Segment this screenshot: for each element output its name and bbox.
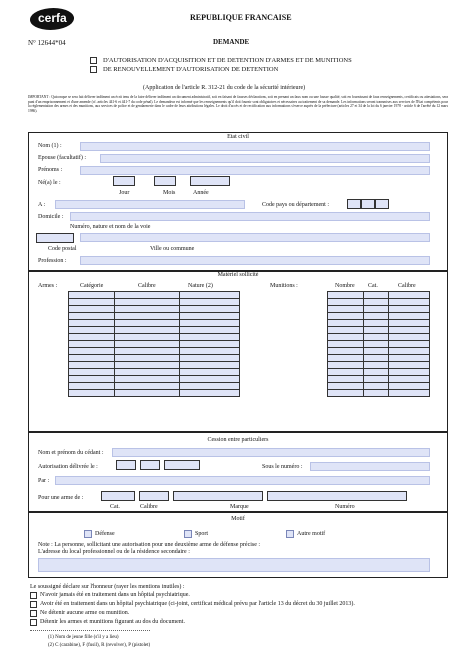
armes-label: Armes : [38, 283, 58, 289]
arme-marque-field[interactable] [173, 491, 263, 501]
autorisation-label: Autorisation délivrée le : [38, 464, 98, 470]
code-pays-field[interactable] [347, 199, 361, 209]
motif-title: Motif [231, 516, 245, 522]
domicile-label: Domicile : [38, 214, 64, 220]
demande-title: DEMANDE [213, 38, 250, 46]
declaration-3-label: Ne détenir aucune arme ou munition. [40, 610, 130, 616]
arme-numero-field[interactable] [267, 491, 407, 501]
birth-month-field[interactable] [154, 176, 176, 186]
important-notice: IMPORTANT : Quiconque se sera fait délivrer indûment un écrit tenu de la faire délivrer indûment un document administratif, soit en faisant de fausses déclarations, soit en prenant un faux nom ou une fausse qualité, soit en fournissant de faux renseignements, certificats ou attestations, sera puni d'un emprisonnement et d'une amende (cf. articles 441-6 et 441-7 du code pénal). Le demandeur est informé que les renseignements qu'il doit fournir sont obligatoires et nécessaires au traitement de sa demande. Les informations seront transmises aux services de l'Etat compétents pour la réglementation des armes et des munitions, aux services de police et de gendarmerie dans le cadre de leurs attributions légales. Le droit d'accès et de rectification aux informations s'exerce auprès de la préfecture (articles 27 et 34 de la loi du 6 janvier 1978 - article 6 de l'arrêté du 12 mars 1986). [28, 95, 448, 113]
categorie-header: Catégorie [80, 283, 104, 289]
autorisation-day-field[interactable] [116, 460, 136, 470]
birth-year-field[interactable] [190, 176, 230, 186]
application-text: (Application de l'article R. 312-21 du code de la sécurité intérieure) [143, 85, 306, 91]
declaration-2-checkbox[interactable] [30, 601, 37, 608]
option2-checkbox[interactable] [90, 66, 97, 73]
option1-label: D'AUTORISATION D'ACQUISITION ET DE DETENTION D'ARMES ET DE MUNITIONS [103, 57, 352, 64]
mois-label: Mois [163, 190, 176, 196]
autre-motif-label: Autre motif [297, 531, 326, 537]
declaration-4-label: Détenir les armes et munitions figurant au dos du document. [40, 619, 185, 625]
nom-cedant-field[interactable] [112, 448, 430, 457]
declaration-1-checkbox[interactable] [30, 592, 37, 599]
nom-field[interactable] [80, 142, 430, 151]
code-postal-label: Code postal [48, 246, 77, 252]
profession-field[interactable] [80, 256, 430, 265]
motif-note1: Note : La personne, sollicitant une autorisation pour une deuxième arme de défense précise : [38, 542, 261, 548]
option1-checkbox[interactable] [90, 57, 97, 64]
arme-numero-label: Numéro [335, 504, 355, 510]
sport-label: Sport [195, 531, 209, 537]
motif-note2: L'adresse du local professionnel ou de la résidence secondaire : [38, 549, 190, 555]
republic-title: REPUBLIQUE FRANCAISE [190, 13, 292, 22]
munitions-table[interactable] [327, 291, 430, 397]
ville-label: Ville ou commune [150, 246, 195, 252]
munitions-label: Munitions : [270, 283, 298, 289]
autorisation-month-field[interactable] [140, 460, 160, 470]
armes-table[interactable] [68, 291, 240, 397]
nature-header: Nature (2) [188, 283, 213, 289]
par-label: Par : [38, 478, 50, 484]
nom-label: Nom (1) : [38, 143, 62, 149]
birthplace-field[interactable] [55, 200, 245, 209]
nombre-header: Nombre [335, 283, 355, 289]
code-postal-field[interactable] [36, 233, 74, 243]
calibre2-header: Calibre [398, 283, 416, 289]
arme-de-label: Pour une arme de : [38, 495, 84, 501]
calibre-header: Calibre [138, 283, 156, 289]
autre-motif-checkbox[interactable] [286, 530, 294, 538]
arme-calibre-field[interactable] [139, 491, 169, 501]
par-field[interactable] [55, 476, 430, 485]
domicile-field[interactable] [70, 212, 430, 221]
ne-label: Né(a) le : [38, 180, 61, 186]
declaration-2-label: Avoir été en traitement dans un hôpital psychiatrique (ci-joint, certificat médical prévu par l'article 13 du décret du 30 juillet 2013). [40, 601, 355, 607]
declaration-3-checkbox[interactable] [30, 610, 37, 617]
declarations-intro: Le soussigné déclare sur l'honneur (rayer les mentions inutiles) : [30, 584, 185, 590]
defense-checkbox[interactable] [84, 530, 92, 538]
footnote-2: (2) C (carabine), F (fusil), R (revolver), P (pistolet) [48, 643, 151, 648]
sous-numero-field[interactable] [310, 462, 430, 471]
code-pays-label: Code pays ou département : [262, 202, 329, 208]
numero-voie-label: Numéro, nature et nom de la voie [70, 224, 151, 230]
a-label: A : [38, 202, 46, 208]
jour-label: Jour [119, 190, 130, 196]
autorisation-year-field[interactable] [164, 460, 200, 470]
annee-label: Année [193, 190, 209, 196]
form-number: N° 12644*04 [28, 39, 66, 47]
epouse-field[interactable] [100, 154, 430, 163]
footnote-divider [30, 630, 150, 631]
arme-marque-label: Marque [230, 504, 249, 510]
arme-calibre-label: Calibre [140, 504, 158, 510]
nom-cedant-label: Nom et prénom du cédant : [38, 450, 104, 456]
code-pays-field-3[interactable] [375, 199, 389, 209]
cerfa-logo-text: cerfa [38, 11, 67, 25]
etat-civil-title: Etat civil [227, 134, 249, 140]
arme-cat-label: Cat. [110, 504, 120, 510]
prenoms-field[interactable] [80, 166, 430, 175]
epouse-label: Epouse (facultatif) : [38, 155, 86, 161]
materiel-title: Matériel sollicité [217, 272, 259, 278]
defense-label: Défense [95, 531, 115, 537]
footnote-1: (1) Nom de jeune fille (s'il y a lieu) [48, 635, 119, 640]
declaration-1-label: N'avoir jamais été en traitement dans un hôpital psychiatrique. [40, 592, 190, 598]
prenoms-label: Prénoms : [38, 167, 63, 173]
cat-header: Cat. [368, 283, 378, 289]
sous-numero-label: Sous le numéro : [262, 464, 303, 470]
ville-field[interactable] [80, 233, 430, 242]
option2-label: DE RENOUVELLEMENT D'AUTORISATION DE DETENTION [103, 66, 279, 73]
motif-note-field[interactable] [38, 558, 430, 572]
arme-cat-field[interactable] [101, 491, 135, 501]
declaration-4-checkbox[interactable] [30, 619, 37, 626]
birth-day-field[interactable] [113, 176, 135, 186]
profession-label: Profession : [38, 258, 67, 264]
sport-checkbox[interactable] [184, 530, 192, 538]
cession-title: Cession entre particuliers [207, 437, 269, 443]
code-pays-field-2[interactable] [361, 199, 375, 209]
